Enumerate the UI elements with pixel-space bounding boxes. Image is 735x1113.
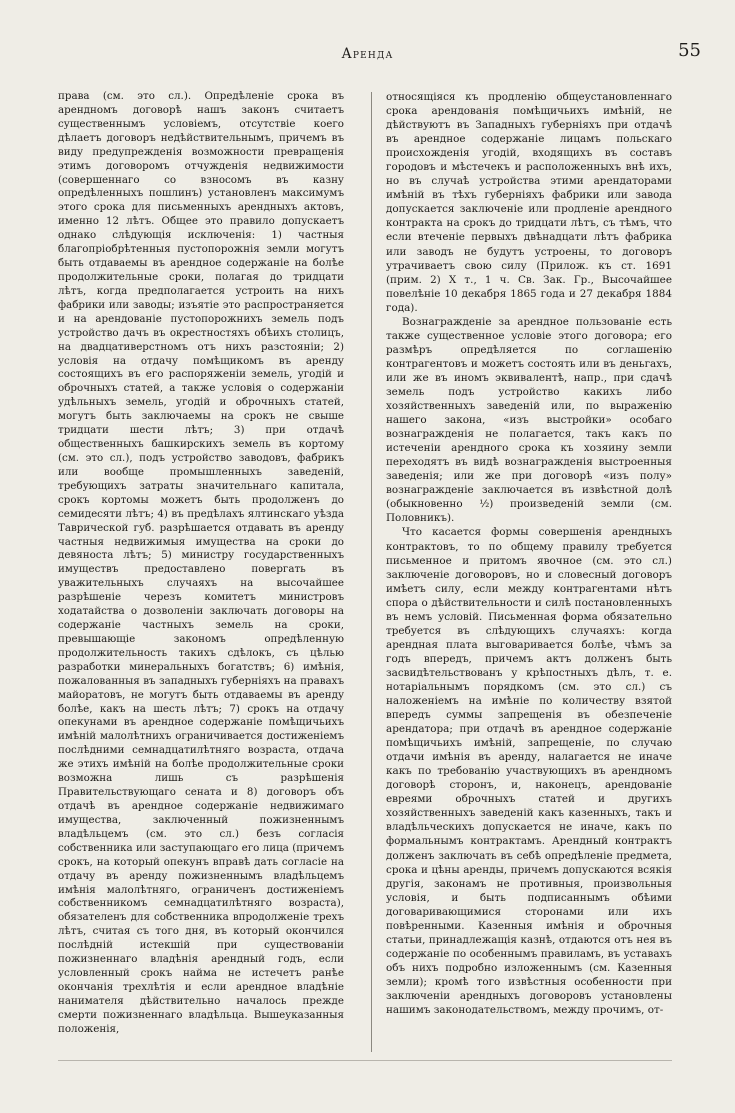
bottom-rule	[58, 1060, 672, 1061]
paragraph: Что касается формы совершенія арендныхъ контрактовъ, то по общему правилу требуется письменное и притомъ явочное (см. это сл.) заключеніе договоровъ, но и словесный договоръ имѣетъ силу, если между контрагентами нѣтъ спора о дѣйствительности и силѣ постановленныхъ въ немъ условій. Письменная форма обязательно требуется въ слѣдующихъ случаяхъ: когда арендная плата выговаривается болѣе, чѣмъ за годъ впередъ, причемъ актъ долженъ быть засвидѣтельствованъ у крѣпостныхъ дѣлъ, т. е. нотаріальнымъ порядкомъ (см. это сл.) съ наложеніемъ на имѣніе по количеству взятой впередъ суммы запрещенія въ обезпеченіе арендатора; при отдачѣ въ арендное содержаніе помѣщичьихъ имѣній, запрещеніе, по случаю отдачи имѣнія въ аренду, налагается не иначе какъ по требованію участвующихъ въ арендномъ договорѣ сторонъ, и, наконецъ, арендованіе евреями оброчныхъ статей и другихъ хозяйственныхъ заведеній какъ казенныхъ, такъ и владѣльческихъ допускается не иначе, какъ по формальнымъ контрактамъ. Арендный контрактъ долженъ заключать въ себѣ опредѣленіе предмета, срока и цѣны аренды, причемъ допускаются всякія другія, законамъ не противныя, произвольныя условія, и быть подписаннымъ обѣими договаривающимися сторонами или ихъ повѣренными. Казенныя имѣнія и оброчныя статьи, принадлежащія казнѣ, отдаются отъ нея въ содержаніе по особеннымъ правиламъ, въ уставахъ объ нихъ подробно изложеннымъ (см. Казенныя земли); кромѣ того извѣстныя особенности при заключеніи арендныхъ договоровъ установлены нашимъ законодательствомъ, между прочимъ, от-	[386, 526, 672, 1017]
paragraph: Вознагражденіе за арендное пользованіе есть также существенное условіе этого договора; его размѣръ опредѣляется по соглашенію контрагентовъ и можетъ состоять или въ деньгахъ, или же въ иномъ эквивалентѣ, напр., при сдачѣ земель подъ устройство какихъ либо хозяйственныхъ заведеній или, по выраженію нашего закона, «изъ выстройки» особаго вознагражденія не полагается, такъ какъ по истеченіи арендного срока къ хозяину земли переходятъ въ видѣ вознагражденія выстроенныя заведенія; или же при договорѣ «изъ полу» вознагражденіе заключается въ извѣстной долѣ (обыкновенно ½) произведеній земли (см. Половникъ).	[386, 315, 672, 525]
right-column	[386, 90, 672, 1017]
page-number: 55	[678, 40, 701, 61]
left-column	[58, 90, 344, 1037]
paragraph: относящіяся къ продленію общеустановленнаго срока арендованія помѣщичьихъ имѣній, не дѣйствуютъ въ Западныхъ губерніяхъ при отдачѣ въ арендное содержаніе лицамъ польскаго происхожденія угодій, входящихъ въ составъ городовъ и мѣстечекъ и расположенныхъ внѣ ихъ, но въ случаѣ устройства этими арендаторами имѣній въ тѣхъ губерніяхъ фабрики или завода допускается заключеніе или продленіе арендного контракта на срокъ до тридцати лѣтъ, съ тѣмъ, что если втеченіе первыхъ двѣнадцати лѣтъ фабрика или заводъ не будутъ устроены, то договоръ утрачиваетъ свою силу (Прилож. къ ст. 1691 (прим. 2) X т., 1 ч. Св. Зак. Гр., Высочайшее повелѣніе 10 декабря 1865 года и 27 декабря 1884 года).	[386, 91, 672, 314]
paragraph: права (см. это сл.). Опредѣленіе срока въ арендномъ договорѣ нашъ законъ считаетъ существеннымъ условіемъ, отсутствіе коего дѣлаетъ договоръ недѣйствительнымъ, причемъ въ виду предупрежденія возможности превращенія этимъ договоромъ отчужденія недвижимости (совершеннаго со взносомъ въ казну опредѣленныхъ пошлинъ) установленъ максимумъ этого срока для письменныхъ арендныхъ актовъ, именно 12 лѣтъ. Общее это правило допускаетъ однако слѣдующія исключенія: 1) частныя благопріобрѣтенныя пустопорожнія земли могутъ быть отдаваемы въ арендное содержаніе на болѣе продолжительные сроки, полагая до тридцати лѣтъ, когда предполагается устроить на нихъ фабрики или заводы; изъятіе это распространяется и на арендованіе пустопорожнихъ земель подъ устройство дачъ въ окрестностяхъ обѣихъ столицъ, на двадцативерстномъ отъ нихъ разстояніи; 2) условія на отдачу помѣщикомъ въ аренду состоящихъ въ его распоряженіи земель, угодій и оброчныхъ статей, а также условія о содержаніи удѣльныхъ земель, угодій и оброчныхъ статей, могутъ быть заключаемы на срокъ не свыше тридцати шести лѣтъ; 3) при отдачѣ общественныхъ башкирскихъ земель въ кортому (см. это сл.), подъ устройство заводовъ, фабрикъ или вообще промышленныхъ заведеній, требующихъ затраты значительнаго капитала, срокъ кортомы можетъ быть продолженъ до семидесяти лѣтъ; 4) въ предѣлахъ ялтинскаго уѣзда Таврической губ. разрѣшается отдавать въ аренду частныя недвижимыя имущества на сроки до девяноста лѣтъ; 5) министру государственныхъ имуществъ предоставлено повергать въ уважительныхъ случаяхъ на высочайшее разрѣшеніе черезъ комитетъ министровъ ходатайства о дозволеніи заключать договоры на содержаніе частныхъ земель на сроки, превышающіе закономъ опредѣленную продолжительность такихъ сдѣлокъ, съ цѣлью разработки минеральныхъ богатствъ; 6) имѣнія, пожалованныя въ западныхъ губерніяхъ на правахъ майоратовъ, не могутъ быть отдаваемы въ аренду болѣе, какъ на шесть лѣтъ; 7) срокъ на отдачу опекунами въ арендное содержаніе помѣщичьихъ имѣній малолѣтнихъ ограничивается достиженіемъ послѣдними семнадцатилѣтняго возраста, отдача же этихъ имѣній на болѣе продолжительные сроки возможна лишь съ разрѣшенія Правительствующаго сената и 8) договоръ объ отдачѣ въ арендное содержаніе недвижимаго имущества, заключенный пожизненнымъ владѣльцемъ (см. это сл.) безъ согласія собственника или заступающаго его лица (причемъ срокъ, на который опекунъ вправѣ дать согласіе на отдачу въ аренду пожизненнымъ владѣльцемъ имѣнія малолѣтняго, ограниченъ достиженіемъ собственникомъ семнадцатилѣтняго возраста), обязателенъ для собственника впродолженіе трехъ лѣтъ, считая съ того дня, въ который окончился послѣдній истекшій при существованіи пожизненнаго владѣнія арендный годъ, если условленный срокъ найма не истечетъ ранѣе окончанія трехлѣтія и если арендное владѣніе нанимателя дѣйствительно началось прежде смерти пожизненнаго владѣльца. Вышеуказанныя положенія,	[58, 90, 344, 1035]
column-divider	[371, 92, 372, 1052]
running-title: Аренда	[341, 46, 394, 62]
